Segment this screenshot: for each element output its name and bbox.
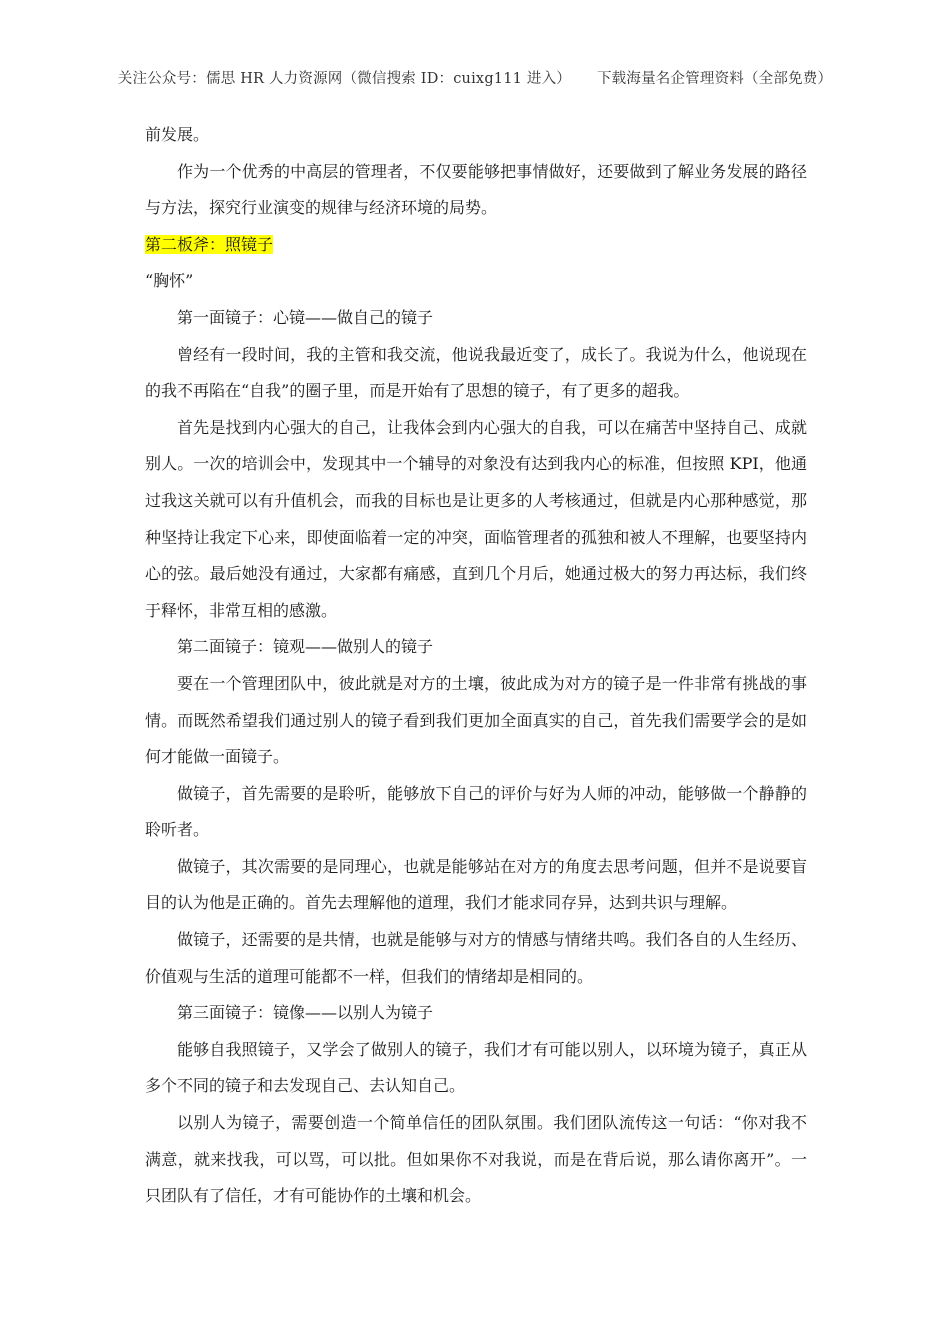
section-subtitle: “胸怀”: [145, 271, 194, 291]
subheading: 第三面镜子：镜像——以别人为镜子: [177, 1003, 434, 1023]
subheading: 第二面镜子：镜观——做别人的镜子: [177, 637, 434, 657]
highlighted-heading: 第二板斧：照镜子: [145, 234, 274, 254]
paragraph: 首先是找到内心强大的自己，让我体会到内心强大的自我，可以在痛苦中坚持自己、成就别人。一次的培训会中，发现其中一个辅导的对象没有达到我内心的标准，但按照 KPI，他通过我这关就可以有升值机会，而我的目标也是让更多的人考核通过，但就是内心那种感觉，那种坚持让我定下心来，即使面临着一定的冲突，面临管理者的孤独和被人不理解，也要坚持内心的弦。最后她没有通过，大家都有痛感，直到几个月后，她通过极大的努力再达标，我们终于释怀，非常互相的感激。: [145, 417, 807, 620]
paragraph: 曾经有一段时间，我的主管和我交流，他说我最近变了，成长了。我说为什么，他说现在的我不再陷在“自我”的圈子里，而是开始有了思想的镜子，有了更多的超我。: [145, 344, 807, 401]
paragraph: 要在一个管理团队中，彼此就是对方的土壤，彼此成为对方的镜子是一件非常有挑战的事情。而既然希望我们通过别人的镜子看到我们更加全面真实的自己，首先我们需要学会的是如何才能做一面镜子。: [145, 673, 807, 767]
subheading: 第一面镜子：心镜——做自己的镜子: [177, 307, 434, 327]
header-right-text: 下载海量名企管理资料（全部免费）: [596, 71, 833, 87]
page-header: [0, 67, 950, 88]
paragraph: 做镜子，还需要的是共情，也就是能够与对方的情感与情绪共鸣。我们各自的人生经历、价值观与生活的道理可能都不一样，但我们的情绪却是相同的。: [145, 930, 807, 986]
header-left-text: 关注公众号：儒思 HR 人力资源网（微信搜索 ID：cuixg111 进入）: [117, 71, 571, 87]
paragraph: 做镜子，其次需要的是同理心，也就是能够站在对方的角度去思考问题，但并不是说要盲目的认为他是正确的。首先去理解他的道理，我们才能求同存异，达到共识与理解。: [145, 856, 807, 913]
paragraph: 以别人为镜子，需要创造一个简单信任的团队氛围。我们团队流传这一句话：“你对我不满意，就来找我，可以骂，可以批。但如果你不对我说，而是在背后说，那么请你离开”。一只团队有了信任，才有可能协作的土壤和机会。: [145, 1113, 807, 1206]
paragraph: 作为一个优秀的中高层的管理者，不仅要能够把事情做好，还要做到了解业务发展的路径与方法，探究行业演变的规律与经济环境的局势。: [145, 161, 807, 218]
paragraph: 能够自我照镜子，又学会了做别人的镜子，我们才有可能以别人，以环境为镜子，真正从多个不同的镜子和去发现自己、去认知自己。: [145, 1039, 807, 1096]
paragraph-continuation: 前发展。: [145, 125, 210, 144]
section-heading: [145, 227, 807, 264]
paragraph: 做镜子，首先需要的是聆听，能够放下自己的评价与好为人师的冲动，能够做一个静静的聆听者。: [145, 783, 807, 840]
document-body: [145, 117, 807, 1215]
